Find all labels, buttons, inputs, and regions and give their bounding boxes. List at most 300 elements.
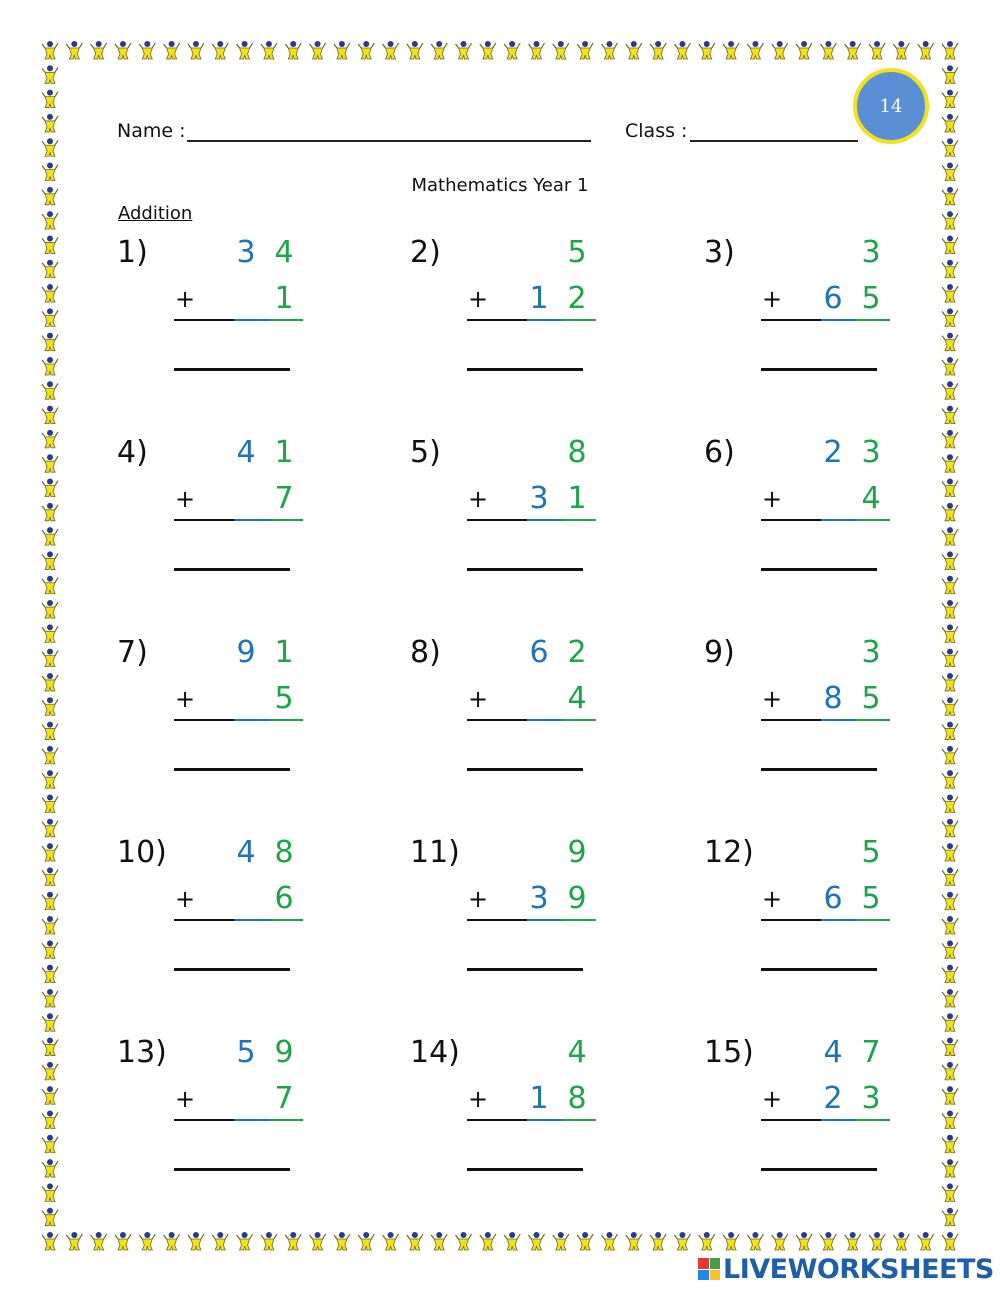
plus-sign: + <box>175 285 196 313</box>
bottom-ones-digit: 5 <box>274 681 294 716</box>
plus-sign: + <box>468 885 489 913</box>
border-figure-icon <box>261 41 277 59</box>
border-figure-icon <box>91 1232 107 1250</box>
border-figure-icon <box>42 1135 58 1153</box>
addition-problem <box>410 635 610 795</box>
answer-line[interactable] <box>467 568 583 571</box>
answer-line[interactable] <box>467 968 583 971</box>
border-figure-icon <box>261 1232 277 1250</box>
border-figure-icon <box>942 965 958 983</box>
answer-line[interactable] <box>174 568 290 571</box>
bottom-tens-digit: 1 <box>529 1081 549 1116</box>
top-ones-digit: 8 <box>567 435 587 470</box>
border-figure-icon <box>942 235 958 253</box>
border-figure-icon <box>42 989 58 1007</box>
sum-rule <box>467 519 527 521</box>
top-ones-digit: 5 <box>567 235 587 270</box>
border-figure-icon <box>42 211 58 229</box>
plus-sign: + <box>762 885 783 913</box>
border-figure-icon <box>650 1232 666 1250</box>
border-figure-icon <box>942 260 958 278</box>
border-figure-icon <box>407 41 423 59</box>
border-figure-icon <box>893 1232 909 1250</box>
border-figure-icon <box>942 381 958 399</box>
border-figure-icon <box>869 1232 885 1250</box>
liveworksheets-logo <box>698 1254 994 1284</box>
addition-problem <box>410 435 610 595</box>
sum-rule <box>761 719 821 721</box>
border-figure-icon <box>504 1232 520 1250</box>
border-figure-icon <box>212 1232 228 1250</box>
problem-number: 5) <box>410 435 441 470</box>
border-figure-icon <box>42 1208 58 1226</box>
border-figure-icon <box>942 770 958 788</box>
border-figure-icon <box>237 41 253 59</box>
border-figure-icon <box>42 965 58 983</box>
problem-number: 11) <box>410 835 460 870</box>
border-figure-icon <box>869 41 885 59</box>
border-figure-icon <box>42 722 58 740</box>
border-figure-icon <box>42 892 58 910</box>
class-label: Class : <box>625 120 688 142</box>
bottom-ones-digit: 2 <box>567 281 587 316</box>
sum-rule-ones <box>562 519 596 521</box>
border-figure-icon <box>42 1110 58 1128</box>
answer-line[interactable] <box>761 768 877 771</box>
border-figure-icon <box>42 843 58 861</box>
plus-sign: + <box>468 1085 489 1113</box>
problem-number: 4) <box>117 435 148 470</box>
sum-rule <box>467 319 527 321</box>
top-ones-digit: 5 <box>861 835 881 870</box>
page-badge: 14 <box>853 68 929 144</box>
problem-number: 15) <box>704 1035 754 1070</box>
addition-problem <box>117 835 317 995</box>
border-figure-icon <box>723 1232 739 1250</box>
border-figure-icon <box>42 479 58 497</box>
problem-number: 1) <box>117 235 148 270</box>
sum-rule-ones <box>269 519 303 521</box>
addition-problem <box>117 235 317 395</box>
border-figure-icon <box>942 794 958 812</box>
border-figure-icon <box>358 1232 374 1250</box>
border-figure-icon <box>942 819 958 837</box>
border-figure-icon <box>942 1086 958 1104</box>
border-figure-icon <box>893 41 909 59</box>
top-ones-digit: 1 <box>274 435 294 470</box>
border-figure-icon <box>42 746 58 764</box>
border-figure-icon <box>42 357 58 375</box>
border-figure-icon <box>42 114 58 132</box>
plus-sign: + <box>468 285 489 313</box>
sum-rule-ones <box>269 719 303 721</box>
section-heading: Addition <box>118 203 193 224</box>
sum-rule-ones <box>856 519 890 521</box>
sum-rule-tens <box>234 319 269 321</box>
answer-line[interactable] <box>467 368 583 371</box>
border-figure-icon <box>42 430 58 448</box>
border-figure-icon <box>42 41 58 59</box>
sum-rule-ones <box>856 1119 890 1121</box>
sum-rule <box>174 519 234 521</box>
bottom-ones-digit: 1 <box>567 481 587 516</box>
border-figure-icon <box>42 1013 58 1031</box>
border-figure-icon <box>42 819 58 837</box>
border-figure-icon <box>942 892 958 910</box>
border-figure-icon <box>601 41 617 59</box>
sum-rule <box>174 719 234 721</box>
addition-problem <box>704 235 904 395</box>
addition-problem <box>704 1035 904 1195</box>
border-figure-icon <box>42 90 58 108</box>
sum-rule-tens <box>821 519 856 521</box>
sum-rule-ones <box>856 719 890 721</box>
sum-rule-ones <box>856 919 890 921</box>
plus-sign: + <box>175 1085 196 1113</box>
top-tens-digit: 4 <box>236 435 256 470</box>
border-figure-icon <box>42 235 58 253</box>
bottom-ones-digit: 7 <box>274 1081 294 1116</box>
border-figure-icon <box>42 1159 58 1177</box>
sum-rule-ones <box>269 919 303 921</box>
border-figure-icon <box>772 41 788 59</box>
border-figure-icon <box>188 41 204 59</box>
border-figure-icon <box>42 284 58 302</box>
border-figure-icon <box>553 41 569 59</box>
border-figure-icon <box>237 1232 253 1250</box>
border-figure-icon <box>577 1232 593 1250</box>
sum-rule-tens <box>234 719 269 721</box>
sum-rule-ones <box>562 1119 596 1121</box>
border-figure-icon <box>480 41 496 59</box>
top-ones-digit: 2 <box>567 635 587 670</box>
answer-line[interactable] <box>761 368 877 371</box>
border-figure-icon <box>942 1135 958 1153</box>
top-ones-digit: 9 <box>274 1035 294 1070</box>
addition-problem <box>704 635 904 795</box>
sum-rule <box>174 1119 234 1121</box>
border-figure-icon <box>139 1232 155 1250</box>
sum-rule <box>467 719 527 721</box>
answer-line[interactable] <box>467 768 583 771</box>
border-figure-icon <box>723 41 739 59</box>
border-figure-icon <box>42 576 58 594</box>
border-figure-icon <box>942 430 958 448</box>
border-figure-icon <box>431 41 447 59</box>
border-figure-icon <box>164 1232 180 1250</box>
border-figure-icon <box>456 41 472 59</box>
border-figure-icon <box>42 333 58 351</box>
top-tens-digit: 2 <box>823 435 843 470</box>
border-figure-icon <box>480 1232 496 1250</box>
sum-rule-ones <box>269 1119 303 1121</box>
border-figure-icon <box>528 41 544 59</box>
top-ones-digit: 4 <box>274 235 294 270</box>
problem-number: 7) <box>117 635 148 670</box>
sum-rule-ones <box>562 719 596 721</box>
sum-rule-tens <box>234 919 269 921</box>
top-tens-digit: 4 <box>823 1035 843 1070</box>
border-figure-icon <box>942 503 958 521</box>
border-figure-icon <box>383 41 399 59</box>
problem-number: 12) <box>704 835 754 870</box>
problem-number: 6) <box>704 435 735 470</box>
class-field[interactable] <box>690 140 858 142</box>
top-ones-digit: 3 <box>861 235 881 270</box>
border-figure-icon <box>42 867 58 885</box>
border-figure-icon <box>42 65 58 83</box>
border-figure-icon <box>42 770 58 788</box>
bottom-ones-digit: 8 <box>567 1081 587 1116</box>
border-figure-icon <box>942 843 958 861</box>
addition-problem <box>410 1035 610 1195</box>
border-figure-icon <box>942 406 958 424</box>
plus-sign: + <box>762 685 783 713</box>
border-figure-icon <box>942 527 958 545</box>
bottom-ones-digit: 9 <box>567 881 587 916</box>
sum-rule-tens <box>527 1119 562 1121</box>
border-figure-icon <box>601 1232 617 1250</box>
border-figure-icon <box>942 90 958 108</box>
border-figure-icon <box>431 1232 447 1250</box>
border-figure-icon <box>942 673 958 691</box>
border-figure-icon <box>942 746 958 764</box>
border-figure-icon <box>772 1232 788 1250</box>
addition-problem <box>117 435 317 595</box>
border-figure-icon <box>42 1062 58 1080</box>
name-field[interactable] <box>187 140 591 142</box>
border-figure-icon <box>164 41 180 59</box>
answer-line[interactable] <box>761 968 877 971</box>
border-figure-icon <box>42 600 58 618</box>
border-figure-icon <box>42 551 58 569</box>
problem-number: 9) <box>704 635 735 670</box>
border-figure-icon <box>942 1232 958 1250</box>
border-figure-icon <box>577 41 593 59</box>
border-figure-icon <box>747 41 763 59</box>
addition-problem <box>410 235 610 395</box>
border-figure-icon <box>42 673 58 691</box>
problem-number: 3) <box>704 235 735 270</box>
answer-line[interactable] <box>761 1168 877 1171</box>
top-ones-digit: 3 <box>861 635 881 670</box>
plus-sign: + <box>175 885 196 913</box>
border-figure-icon <box>42 1086 58 1104</box>
border-figure-icon <box>42 624 58 642</box>
answer-line[interactable] <box>174 1168 290 1171</box>
border-figure-icon <box>942 867 958 885</box>
border-figure-icon <box>626 1232 642 1250</box>
border-figure-icon <box>674 1232 690 1250</box>
border-figure-icon <box>942 454 958 472</box>
border-figure-icon <box>528 1232 544 1250</box>
border-figure-icon <box>139 41 155 59</box>
border-figure-icon <box>285 41 301 59</box>
sum-rule <box>467 919 527 921</box>
bottom-tens-digit: 3 <box>529 481 549 516</box>
border-figure-icon <box>699 1232 715 1250</box>
border-figure-icon <box>42 406 58 424</box>
border-figure-icon <box>188 1232 204 1250</box>
border-figure-icon <box>42 503 58 521</box>
border-figure-icon <box>942 1062 958 1080</box>
problem-number: 14) <box>410 1035 460 1070</box>
sum-rule-tens <box>527 919 562 921</box>
border-figure-icon <box>942 551 958 569</box>
border-figure-icon <box>942 600 958 618</box>
border-figure-icon <box>942 1013 958 1031</box>
sum-rule <box>761 519 821 521</box>
border-figure-icon <box>115 41 131 59</box>
answer-line[interactable] <box>174 368 290 371</box>
border-figure-icon <box>699 41 715 59</box>
answer-line[interactable] <box>174 768 290 771</box>
problem-number: 13) <box>117 1035 167 1070</box>
name-label: Name : <box>117 120 186 142</box>
plus-sign: + <box>762 285 783 313</box>
border-figure-icon <box>212 41 228 59</box>
sum-rule <box>467 1119 527 1121</box>
border-figure-icon <box>383 1232 399 1250</box>
border-figure-icon <box>42 1232 58 1250</box>
top-ones-digit: 3 <box>861 435 881 470</box>
border-figure-icon <box>334 41 350 59</box>
page-title: Mathematics Year 1 <box>411 175 589 196</box>
bottom-ones-digit: 1 <box>274 281 294 316</box>
top-ones-digit: 8 <box>274 835 294 870</box>
addition-problem <box>410 835 610 995</box>
bottom-ones-digit: 6 <box>274 881 294 916</box>
bottom-ones-digit: 5 <box>861 881 881 916</box>
problem-number: 8) <box>410 635 441 670</box>
top-ones-digit: 9 <box>567 835 587 870</box>
border-figure-icon <box>942 1038 958 1056</box>
top-tens-digit: 9 <box>236 635 256 670</box>
border-figure-icon <box>456 1232 472 1250</box>
border-figure-icon <box>918 41 934 59</box>
top-tens-digit: 5 <box>236 1035 256 1070</box>
border-figure-icon <box>626 41 642 59</box>
top-tens-digit: 4 <box>236 835 256 870</box>
sum-rule <box>174 319 234 321</box>
bottom-ones-digit: 4 <box>861 481 881 516</box>
top-ones-digit: 7 <box>861 1035 881 1070</box>
border-figure-icon <box>42 381 58 399</box>
border-figure-icon <box>942 284 958 302</box>
answer-line[interactable] <box>761 568 877 571</box>
bottom-tens-digit: 3 <box>529 881 549 916</box>
plus-sign: + <box>468 485 489 513</box>
bottom-tens-digit: 6 <box>823 281 843 316</box>
border-figure-icon <box>42 1038 58 1056</box>
sum-rule <box>174 919 234 921</box>
liveworksheets-logo-text: LIVEWORKSHEETS <box>723 1253 994 1285</box>
border-figure-icon <box>115 1232 131 1250</box>
border-figure-icon <box>407 1232 423 1250</box>
bottom-tens-digit: 8 <box>823 681 843 716</box>
bottom-ones-digit: 5 <box>861 681 881 716</box>
border-figure-icon <box>942 940 958 958</box>
border-figure-icon <box>942 989 958 1007</box>
border-figure-icon <box>42 527 58 545</box>
border-figure-icon <box>845 1232 861 1250</box>
liveworksheets-logo-icon <box>698 1258 720 1280</box>
sum-rule <box>761 319 821 321</box>
top-tens-digit: 6 <box>529 635 549 670</box>
border-figure-icon <box>942 308 958 326</box>
border-figure-icon <box>358 41 374 59</box>
border-figure-icon <box>285 1232 301 1250</box>
addition-problem <box>117 1035 317 1195</box>
sum-rule-tens <box>821 719 856 721</box>
sum-rule-tens <box>821 919 856 921</box>
border-figure-icon <box>942 916 958 934</box>
border-figure-icon <box>942 1208 958 1226</box>
border-figure-icon <box>942 1110 958 1128</box>
sum-rule-tens <box>527 519 562 521</box>
border-figure-icon <box>91 41 107 59</box>
border-figure-icon <box>820 41 836 59</box>
border-figure-icon <box>820 1232 836 1250</box>
addition-problem <box>117 635 317 795</box>
border-figure-icon <box>66 41 82 59</box>
border-figure-icon <box>942 1159 958 1177</box>
border-figure-icon <box>334 1232 350 1250</box>
border-figure-icon <box>942 41 958 59</box>
border-figure-icon <box>942 114 958 132</box>
answer-line[interactable] <box>467 1168 583 1171</box>
problem-number: 2) <box>410 235 441 270</box>
addition-problem <box>704 835 904 995</box>
problem-number: 10) <box>117 835 167 870</box>
border-figure-icon <box>42 649 58 667</box>
border-figure-icon <box>845 41 861 59</box>
bottom-tens-digit: 1 <box>529 281 549 316</box>
sum-rule-tens <box>234 1119 269 1121</box>
border-figure-icon <box>42 454 58 472</box>
plus-sign: + <box>175 685 196 713</box>
border-figure-icon <box>42 260 58 278</box>
border-figure-icon <box>42 794 58 812</box>
sum-rule-tens <box>234 519 269 521</box>
sum-rule <box>761 1119 821 1121</box>
border-figure-icon <box>747 1232 763 1250</box>
plus-sign: + <box>468 685 489 713</box>
border-figure-icon <box>942 333 958 351</box>
border-figure-icon <box>42 916 58 934</box>
border-figure-icon <box>553 1232 569 1250</box>
sum-rule-tens <box>527 719 562 721</box>
border-figure-icon <box>942 722 958 740</box>
border-figure-icon <box>674 41 690 59</box>
border-figure-icon <box>42 138 58 156</box>
sum-rule-tens <box>527 319 562 321</box>
border-figure-icon <box>942 649 958 667</box>
border-figure-icon <box>942 479 958 497</box>
border-figure-icon <box>942 357 958 375</box>
border-figure-icon <box>42 697 58 715</box>
sum-rule-ones <box>562 919 596 921</box>
border-figure-icon <box>918 1232 934 1250</box>
border-figure-icon <box>942 138 958 156</box>
border-figure-icon <box>942 624 958 642</box>
border-figure-icon <box>942 211 958 229</box>
plus-sign: + <box>762 485 783 513</box>
bottom-ones-digit: 7 <box>274 481 294 516</box>
border-figure-icon <box>650 41 666 59</box>
answer-line[interactable] <box>174 968 290 971</box>
border-figure-icon <box>942 1183 958 1201</box>
